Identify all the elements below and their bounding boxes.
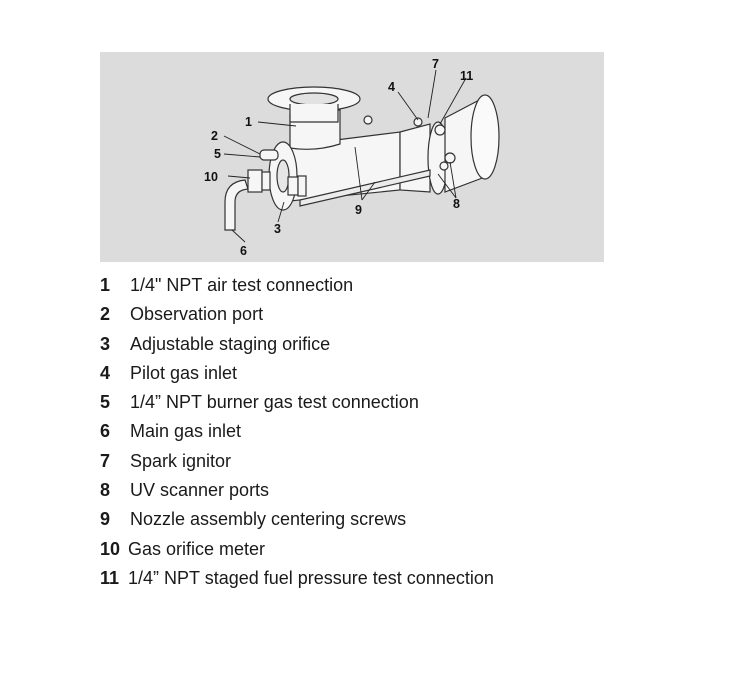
- legend-label: 1/4” NPT staged fuel pressure test connection: [128, 567, 494, 588]
- legend-item: [100, 564, 494, 593]
- callout-4: 4: [388, 80, 395, 94]
- callout-7: 7: [432, 57, 439, 71]
- legend-label: Observation port: [130, 304, 264, 325]
- parts-legend: [100, 271, 494, 593]
- legend-number: 9: [100, 509, 111, 530]
- callout-5: 5: [214, 147, 221, 161]
- legend-number: 5: [100, 392, 111, 413]
- legend-number: 10: [100, 538, 121, 559]
- legend-label: Spark ignitor: [130, 450, 232, 471]
- legend-item: [100, 330, 494, 359]
- legend-label: 1/4" NPT air test connection: [130, 275, 354, 295]
- legend-item: [100, 300, 494, 329]
- legend-label: Nozzle assembly centering screws: [130, 509, 407, 530]
- callout-9: 9: [355, 203, 362, 217]
- burner-drawing: [100, 52, 604, 262]
- legend-item: [100, 271, 494, 300]
- legend-number: 7: [100, 450, 111, 471]
- legend-number: 6: [100, 421, 111, 442]
- legend-number: 4: [100, 362, 111, 383]
- callout-1: 1: [245, 115, 252, 129]
- legend-item: [100, 388, 494, 417]
- legend-label: Pilot gas inlet: [130, 362, 238, 383]
- legend-item: [100, 535, 494, 564]
- legend-item: [100, 447, 494, 476]
- legend-number: 2: [100, 304, 111, 325]
- callout-8: 8: [453, 197, 460, 211]
- callout-3: 3: [274, 222, 281, 236]
- legend-label: Gas orifice meter: [128, 538, 266, 559]
- legend-label: Main gas inlet: [130, 421, 242, 442]
- legend-number: 3: [100, 333, 111, 354]
- burner-diagram: [100, 52, 604, 262]
- legend-label: Adjustable staging orifice: [130, 333, 331, 354]
- callout-2: 2: [211, 129, 218, 143]
- legend-label: UV scanner ports: [130, 480, 270, 501]
- callout-11: 11: [460, 69, 474, 83]
- legend-item: [100, 476, 494, 505]
- legend-item: [100, 359, 494, 388]
- legend-label: 1/4” NPT burner gas test connection: [130, 392, 419, 413]
- legend-number: 8: [100, 480, 111, 501]
- legend-item: [100, 505, 494, 534]
- legend-number: 1: [100, 275, 111, 295]
- legend-item: [100, 417, 494, 446]
- callout-10: 10: [204, 170, 218, 184]
- legend-number: 11: [100, 567, 120, 588]
- callout-6: 6: [240, 244, 247, 258]
